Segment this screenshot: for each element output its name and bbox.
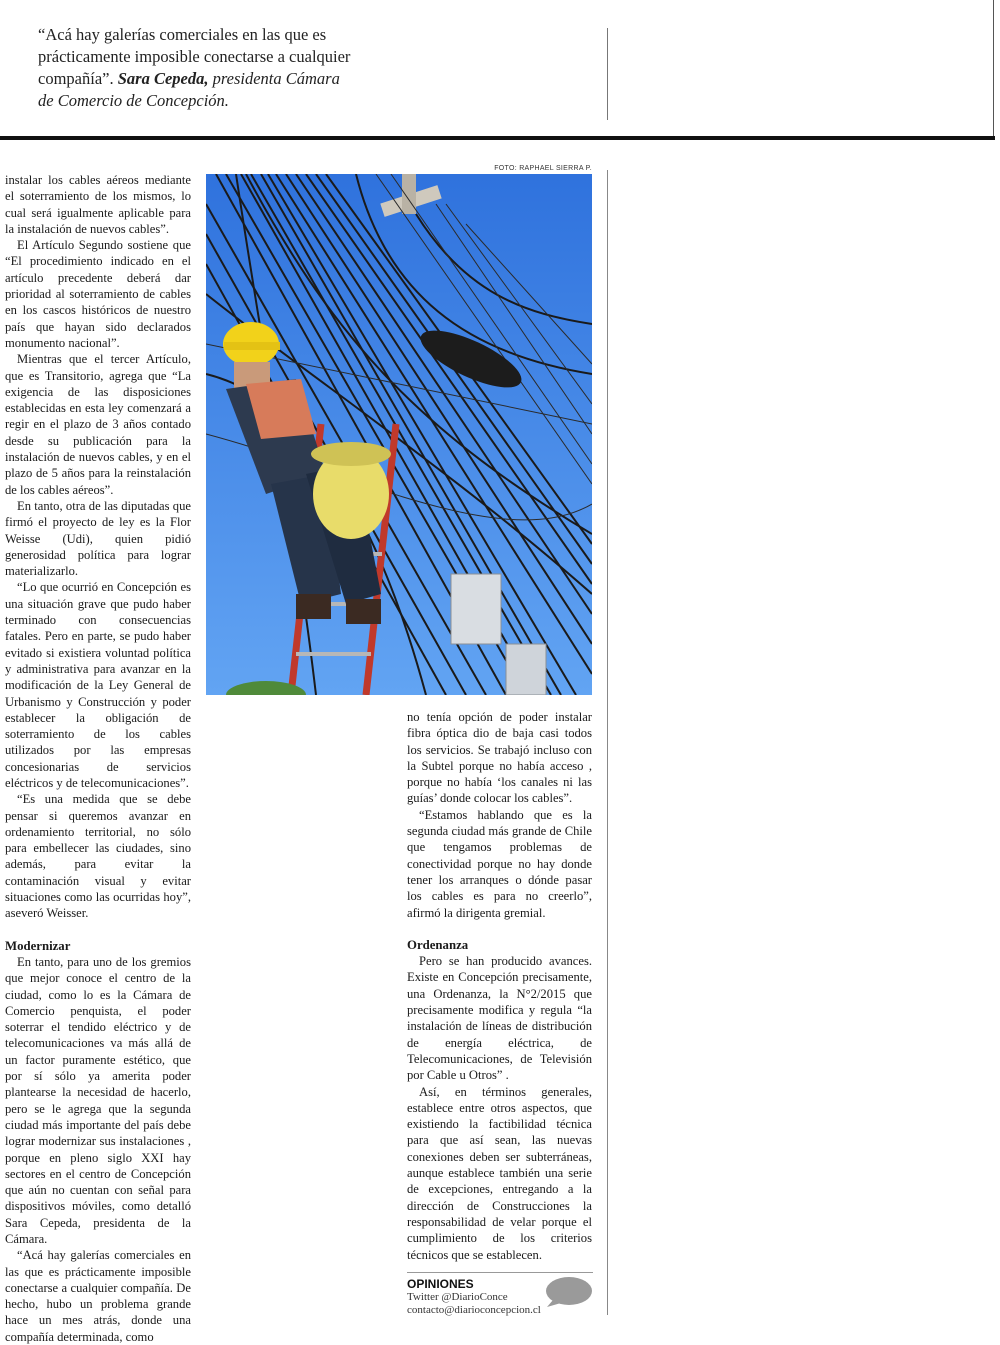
paragraph: En tanto, otra de las diputadas que firmó el proyecto de ley es la Flor Weisse (Udi), quien pidió generosidad política para lograr materializarlo. <box>5 498 191 579</box>
opinions-title: OPINIONES <box>407 1277 474 1291</box>
paragraph: “Es una medida que se debe pensar si queremos avanzar en ordenamiento territorial, no sólo para embellecer las ciudades, sino además, para evitar la contaminación visual y evitar situaciones como las ocurridas hoy”, aseveró Weisser. <box>5 792 191 921</box>
paragraph: instalar los cables aéreos mediante el soterramiento de los mismos, lo cual será igualmente aplicable para la instalación de nuevos cables”. <box>5 173 191 236</box>
section-rule <box>0 136 995 140</box>
article-photo <box>206 174 592 695</box>
photo-credit: FOTO: RAPHAEL SIERRA P. <box>494 165 592 172</box>
paragraph: “Estamos hablando que es la segunda ciudad más grande de Chile que tengamos problemas de conectividad porque no hay donde tener los arranques o dónde pasar los cables es para no creerlo”, afirmó la dirigenta gremial. <box>407 807 592 920</box>
paragraph: Pero se han producido avances. Existe en Concepción precisamente, una Ordenanza, la N°2/2015 que precisamente modifica y regula “la instalación de líneas de distribución de energía eléctrica, de Telecomunicaciones, de Televisión por Cable u Otros” . <box>407 954 592 1083</box>
paragraph: Así, en términos generales, establece entre otros aspectos, que existiendo la factibilidad técnica para que así sean, las nuevas conexiones deben ser subterráneas, aunque establece también una serie de excepciones, entregando a la dirección de Construcciones la responsabilidad de velar porque el cumplimiento de los criterios técnicos que se establecen. <box>407 1084 592 1262</box>
article-column-1 <box>5 172 191 1345</box>
twitter-handle[interactable]: Twitter @DiarioConce <box>407 1291 508 1303</box>
pull-quote <box>38 24 358 112</box>
paragraph: El Artículo Segundo sostiene que “El procedimiento indicado en el artículo precedente deberá dar prioridad al soterramiento de cables en los cascos históricos de nuestro país que hayan sido declarados monumento nacional”. <box>5 238 191 350</box>
subheading-modernizar: Modernizar <box>5 938 71 953</box>
pull-quote-text: “Acá hay galerías comerciales en las que es prácticamente imposible conectarse a cualquier compañía”. <box>38 25 351 88</box>
page-edge-line <box>993 0 994 138</box>
contact-email[interactable]: contacto@diarioconcepcion.cl <box>407 1304 541 1316</box>
speech-bubble-icon <box>545 1276 593 1308</box>
paragraph: no tenía opción de poder instalar fibra óptica dio de baja casi todos los servicios. Se trabajó incluso con la Subtel porque no había acceso , porque no había ‘los canales ni las guías’ donde colocar los cables”. <box>407 710 592 806</box>
paragraph: “Lo que ocurrió en Concepción es una situación grave que pudo haber terminado con consecuencias fatales. Pero en parte, se pudo haber evitado si existiera voluntad política y administrativa para avanzar en la modificación de la Ley General de Urbanismo y Construcción y poder establecer la obligación de soterramiento de los cables utilizados por las empresas concesionarias de servicios eléctricos y de telecomunicaciones”. <box>5 580 191 790</box>
subheading-ordenanza: Ordenanza <box>407 937 469 952</box>
paragraph: “Acá hay galerías comerciales en las que es prácticamente imposible conectarse a cualquier compañía. De hecho, hubo un problema grande hace un mes atrás, donde una compañía determinada, como <box>5 1248 191 1344</box>
paragraph: En tanto, para uno de los gremios que mejor conoce el centro de la ciudad, como lo es la Cámara de Comercio penquista, el poder soterrar el tendido eléctrico y de telecomunicaciones va más allá de un factor puramente estético, que por sí sólo ya amerita poder plantearse la necesidad de hacerlo, pero se le agrega que la segunda ciudad más importante del país debe lograr modernizar sus instalaciones , porque en pleno siglo XXI hay sectores en el centro de Concepción que aún no cuentan con señal para dispositivos móviles, como detalló Sara Cepeda, presidenta de la Cámara. <box>5 954 191 1246</box>
top-divider <box>607 28 608 120</box>
paragraph: Mientras que el tercer Artículo, que es Transitorio, agrega que “La exigencia de las disposiciones establecidas en esta ley comenzará a regir en el plazo de 3 años contado desde su publicación para la instalación de nuevos cables, y en el plazo de 5 años para la reinstalación de los cables aéreos”. <box>5 352 191 497</box>
article-column-2 <box>407 709 592 1263</box>
pull-quote-name: Sara Cepeda, <box>117 69 209 88</box>
pull-quote-role: presidenta Cámara de Comercio de Concepción. <box>38 69 340 110</box>
column-divider <box>607 170 608 1315</box>
